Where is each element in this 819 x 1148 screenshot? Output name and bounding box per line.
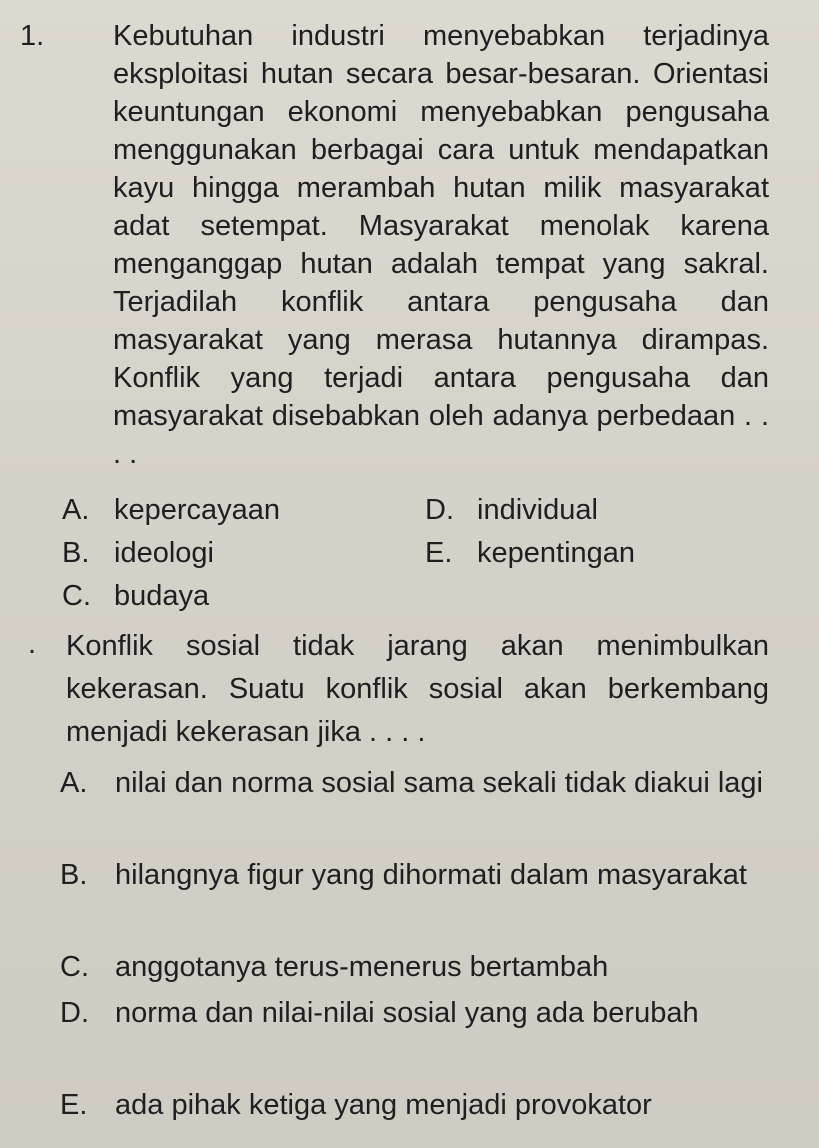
question-2-number: . xyxy=(28,628,37,660)
q2-option-c-text: anggotanya terus-menerus bertambah xyxy=(115,951,609,983)
q2-option-b-letter: B. xyxy=(60,859,88,891)
q2-option-c-letter: C. xyxy=(60,951,89,983)
q1-option-c[interactable] xyxy=(62,576,209,617)
q1-option-a-text: kepercayaan xyxy=(114,494,281,526)
q1-option-a[interactable] xyxy=(62,490,280,531)
q2-option-b-text: hilangnya figur yang dihormati dalam masyarakat xyxy=(115,859,747,891)
q1-option-e-text: kepentingan xyxy=(477,537,636,569)
question-1-number: 1. xyxy=(20,20,45,52)
q2-option-e-letter: E. xyxy=(60,1089,88,1121)
question-2-stem: Konflik sosial tidak jarang akan menimbulkan kekerasan. Suatu konflik sosial akan berkembang menjadi kekerasan jika . . . . xyxy=(66,630,769,748)
q1-option-b-text: ideologi xyxy=(114,537,214,569)
q1-option-e-letter: E. xyxy=(425,537,453,569)
q2-option-e-text: ada pihak ketiga yang menjadi provokator xyxy=(115,1089,652,1121)
q2-option-d-text: norma dan nilai-nilai sosial yang ada berubah xyxy=(115,997,699,1029)
q2-option-a-letter: A. xyxy=(60,767,88,799)
q2-option-d[interactable] xyxy=(60,990,772,1036)
q1-option-d-letter: D. xyxy=(425,494,454,526)
q2-option-a-text: nilai dan norma sosial sama sekali tidak diakui lagi xyxy=(115,767,763,799)
q2-option-a[interactable] xyxy=(60,760,772,806)
question-1-options xyxy=(62,490,722,620)
q2-option-c[interactable] xyxy=(60,944,772,990)
q2-option-e[interactable] xyxy=(60,1082,772,1128)
q1-option-b-letter: B. xyxy=(62,537,90,569)
q2-option-b[interactable] xyxy=(60,852,772,898)
q1-option-c-text: budaya xyxy=(114,580,210,612)
q1-option-d[interactable] xyxy=(425,490,598,531)
question-1-stem: Kebutuhan industri menyebabkan terjadinya eksploitasi hutan secara besar-besaran. Orientasi keuntungan ekonomi menyebabkan pengusaha menggunakan berbagai cara untuk mendapatkan kayu hingga merambah hutan milik masyarakat adat setempat. Masyarakat menolak karena menganggap hutan adalah tempat yang sakral. Terjadilah konflik antara pengusaha dan masyarakat yang merasa hutannya dirampas. Konflik yang terjadi antara pengusaha dan masyarakat disebabkan oleh adanya perbedaan . . . . xyxy=(113,20,769,470)
q1-option-e[interactable] xyxy=(425,533,635,574)
q1-option-a-letter: A. xyxy=(62,494,90,526)
q1-option-d-text: individual xyxy=(477,494,598,526)
q1-option-c-letter: C. xyxy=(62,580,91,612)
q1-option-b[interactable] xyxy=(62,533,214,574)
q2-option-d-letter: D. xyxy=(60,997,89,1029)
